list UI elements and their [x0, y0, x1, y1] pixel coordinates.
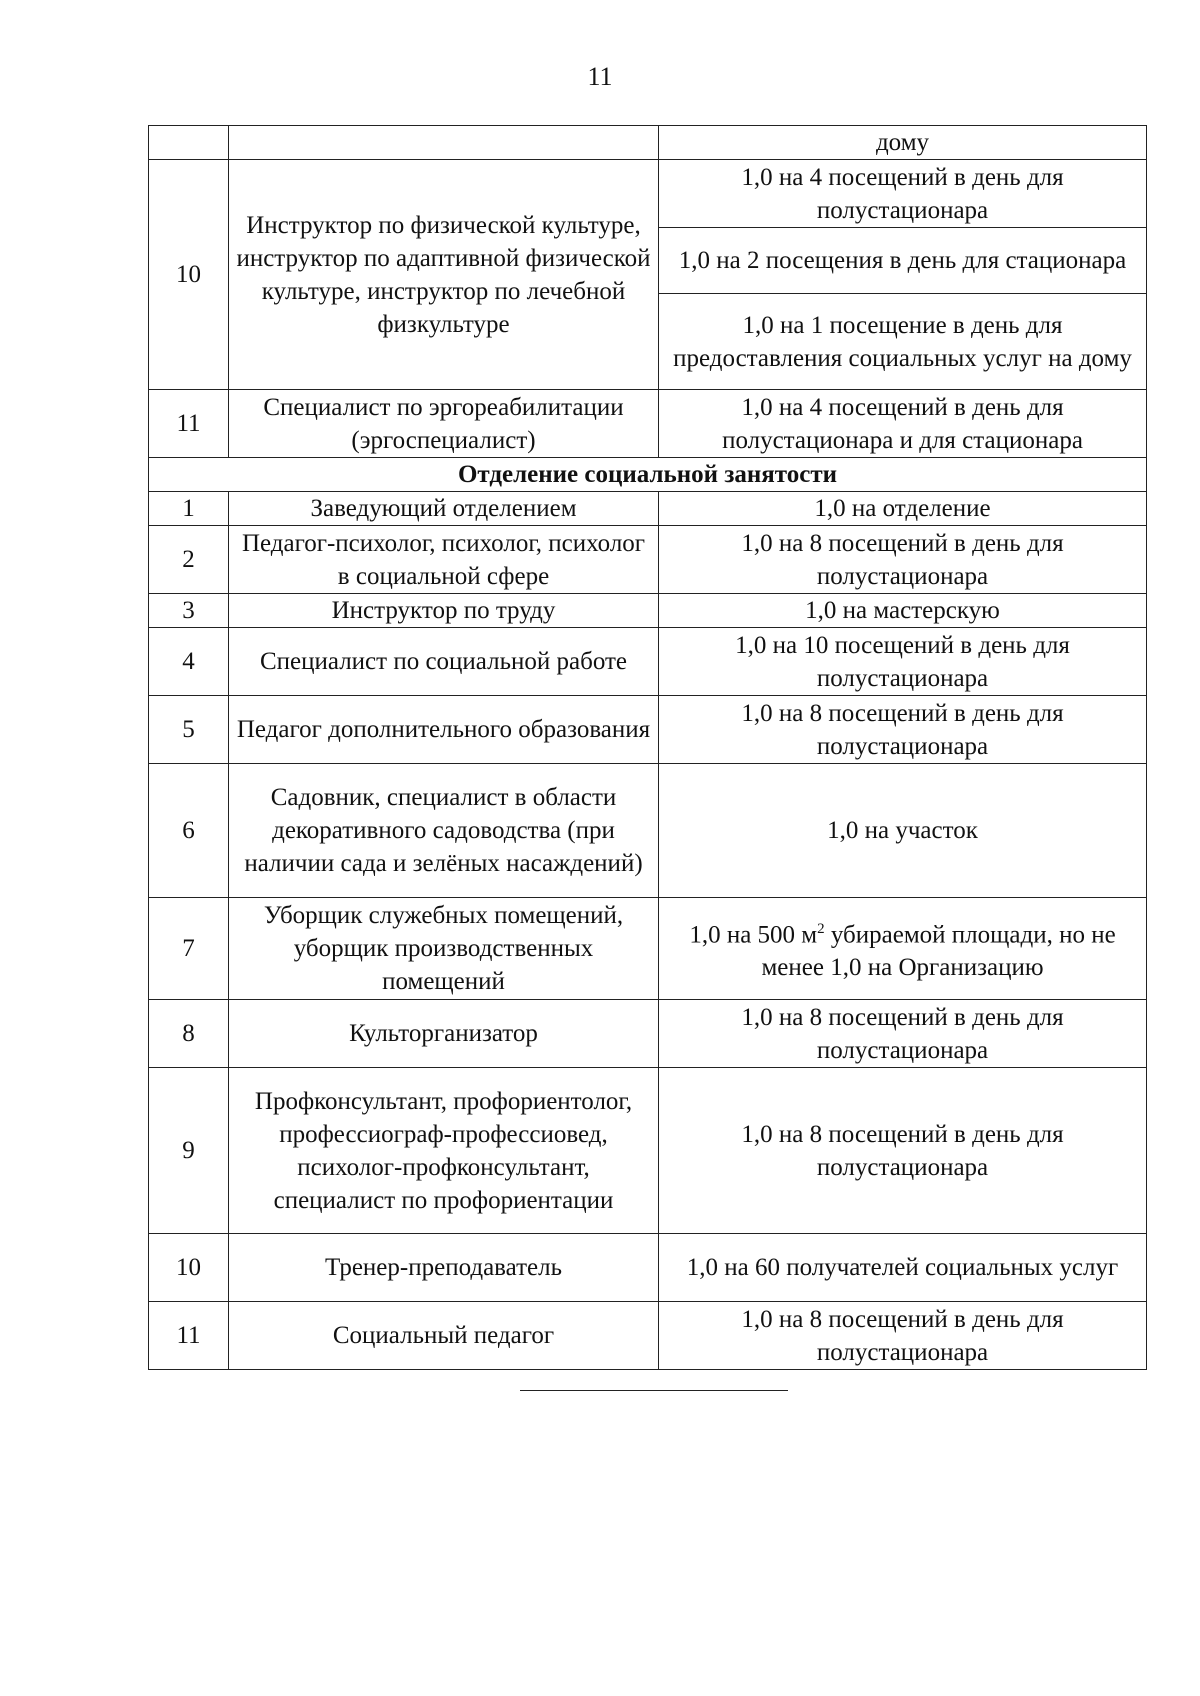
superscript-unit: 2 [817, 920, 825, 937]
cell-position: Культорганизатор [229, 1000, 659, 1068]
cell-number: 3 [149, 594, 229, 628]
cell-position: Педагог дополнительного образования [229, 696, 659, 764]
norm-text: убираемой площади, но не менее 1,0 на Организацию [761, 921, 1116, 982]
staffing-table [148, 125, 1147, 1370]
cell-norm: 1,0 на 8 посещений в день для полустационара [659, 1302, 1147, 1370]
section-row [149, 458, 1147, 492]
cell-position: Специалист по эргореабилитации (эргоспециалист) [229, 390, 659, 458]
cell-number: 11 [149, 1302, 229, 1370]
cell-number: 10 [149, 160, 229, 390]
table-row [149, 628, 1147, 696]
cell-position: Уборщик служебных помещений, уборщик производственных помещений [229, 898, 659, 1000]
cell-position: Педагог-психолог, психолог, психолог в социальной сфере [229, 526, 659, 594]
cell-position: Заведующий отделением [229, 492, 659, 526]
table-row [149, 160, 1147, 228]
table-row [149, 1302, 1147, 1370]
cell-number: 6 [149, 764, 229, 898]
norm-text: 1,0 на 500 м [689, 921, 818, 949]
table-row [149, 1068, 1147, 1234]
cell-norm: 1,0 на участок [659, 764, 1147, 898]
cell-number: 9 [149, 1068, 229, 1234]
table-row [149, 390, 1147, 458]
cell-norm: 1,0 на 8 посещений в день для полустационара [659, 696, 1147, 764]
cell-norm [659, 898, 1147, 1000]
cell-number: 10 [149, 1234, 229, 1302]
section-title: Отделение социальной занятости [149, 458, 1147, 492]
cell-position [229, 126, 659, 160]
cell-number: 8 [149, 1000, 229, 1068]
cell-position: Социальный педагог [229, 1302, 659, 1370]
cell-number: 2 [149, 526, 229, 594]
table-row [149, 1000, 1147, 1068]
cell-position: Инструктор по физической культуре, инструктор по адаптивной физической культуре, инструктор по лечебной физкультуре [229, 160, 659, 390]
cell-number: 4 [149, 628, 229, 696]
cell-number: 1 [149, 492, 229, 526]
cell-norm: 1,0 на 2 посещения в день для стационара [659, 228, 1147, 294]
cell-position: Специалист по социальной работе [229, 628, 659, 696]
cell-position: Садовник, специалист в области декоративного садоводства (при наличии сада и зелёных насаждений) [229, 764, 659, 898]
table-row [149, 526, 1147, 594]
table-row [149, 1234, 1147, 1302]
cell-number: 5 [149, 696, 229, 764]
cell-position: Профконсультант, профориентолог, профессиограф-профессиовед, психолог-профконсультант, специалист по профориентации [229, 1068, 659, 1234]
cell-norm: 1,0 на 60 получателей социальных услуг [659, 1234, 1147, 1302]
cell-norm: 1,0 на 8 посещений в день для полустационара [659, 526, 1147, 594]
cell-norm: 1,0 на мастерскую [659, 594, 1147, 628]
cell-norm: 1,0 на 8 посещений в день для полустационара [659, 1000, 1147, 1068]
cell-norm: дому [659, 126, 1147, 160]
end-rule [520, 1390, 788, 1391]
cell-norm: 1,0 на отделение [659, 492, 1147, 526]
cell-norm: 1,0 на 8 посещений в день для полустационара [659, 1068, 1147, 1234]
cell-number: 11 [149, 390, 229, 458]
cell-norm: 1,0 на 4 посещений в день для полустационара и для стационара [659, 390, 1147, 458]
cell-norm: 1,0 на 1 посещение в день для предоставления социальных услуг на дому [659, 294, 1147, 390]
cell-position: Тренер-преподаватель [229, 1234, 659, 1302]
table-row [149, 696, 1147, 764]
table-row [149, 764, 1147, 898]
cell-norm: 1,0 на 10 посещений в день для полустационара [659, 628, 1147, 696]
table-row [149, 126, 1147, 160]
page-number: 11 [587, 62, 613, 91]
cell-norm: 1,0 на 4 посещений в день для полустационара [659, 160, 1147, 228]
cell-position: Инструктор по труду [229, 594, 659, 628]
table-row [149, 898, 1147, 1000]
table-row [149, 594, 1147, 628]
cell-number: 7 [149, 898, 229, 1000]
cell-number [149, 126, 229, 160]
table-row [149, 492, 1147, 526]
